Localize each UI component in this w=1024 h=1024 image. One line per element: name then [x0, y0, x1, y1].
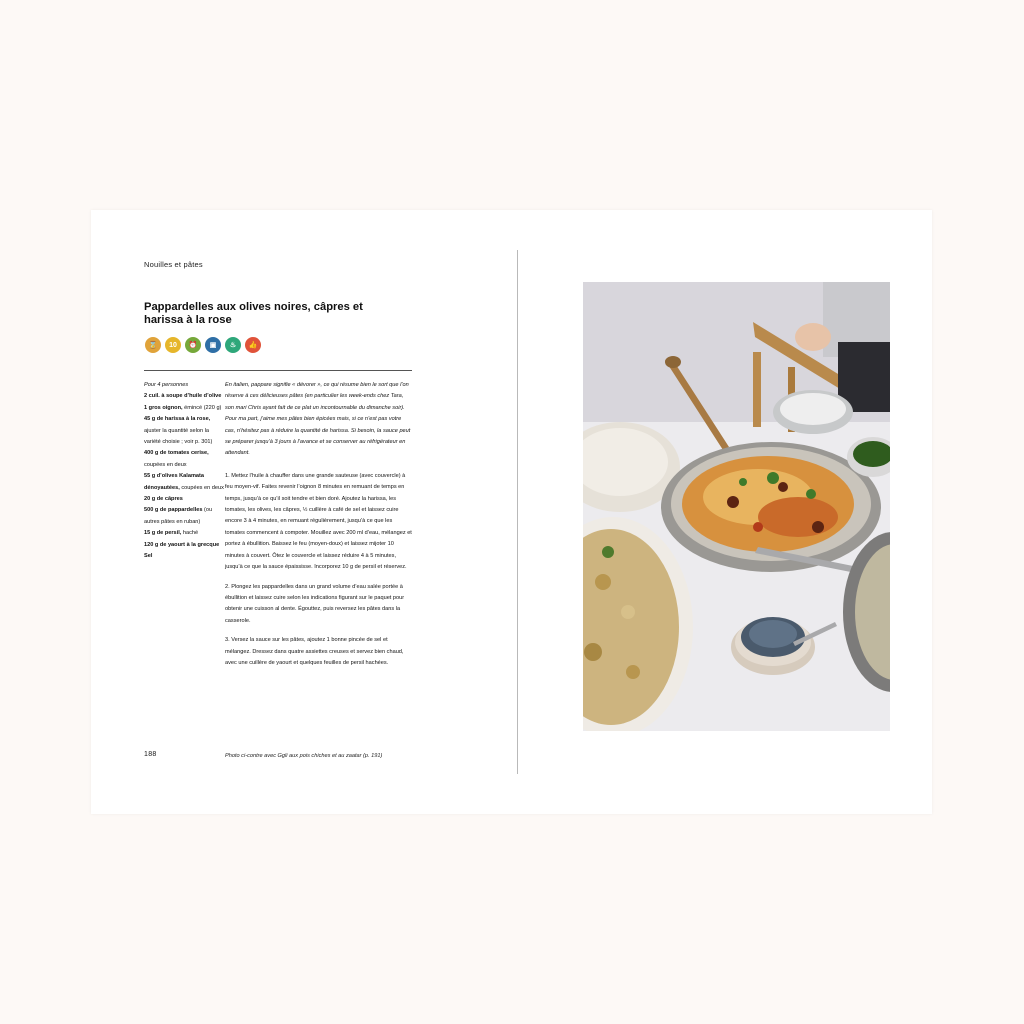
servings: Pour 4 personnes — [144, 382, 189, 388]
ingredient-item — [144, 494, 224, 505]
food-photo — [583, 282, 890, 731]
recipe-intro: En italien, pappare signifie « dévorer », ce qui résume bien le sort que l’on réserve à ces délicieuses pâtes (en particulier les week-ends chez Tara, son mari Chris ayant fait de ce plat un incontournable du dimanche soir). Pour ma part, j’aime mes pâtes bien épicées mais, si ce n’est pas votre cas, n’hésitez pas à réduire la quantité de harissa. Si besoin, la sauce peut se préparer jusqu’à 3 jours à l’avance et se conserver au réfrigérateur en attendant. — [225, 382, 411, 457]
ingredient-item — [144, 448, 224, 471]
ingredient-main: 45 g de harissa à la rose, — [144, 416, 211, 423]
ingredient-main: 120 g de yaourt à la grecque — [144, 541, 220, 548]
page-number: 188 — [144, 751, 157, 758]
ingredient-note: ajuster la quantité selon la variété choisie ; voir p. 301) — [144, 427, 213, 446]
ingredient-item — [144, 528, 224, 539]
ingredient-note: coupées en deux — [144, 461, 187, 468]
ingredients-list — [144, 380, 224, 563]
recipe-icons — [145, 337, 261, 353]
divider — [144, 370, 412, 371]
ingredient-note: émincé (220 g) — [184, 404, 222, 411]
ingredient-item — [144, 391, 224, 402]
ingredient-main: 20 g de câpres — [144, 496, 183, 503]
ingredient-item — [144, 471, 224, 494]
food-photo-illustration — [583, 282, 890, 731]
ingredient-item — [144, 403, 224, 414]
ingredient-note: coupées en deux — [181, 484, 224, 491]
ingredient-main: 55 g d’olives Kalamata dénoyautées, — [144, 473, 205, 491]
ingredient-main: 2 cuil. à soupe d’huile d’olive — [144, 393, 222, 400]
favorite-icon: 👍 — [245, 337, 261, 353]
ingredient-item — [144, 414, 224, 448]
make-ahead-icon: ♨ — [225, 337, 241, 353]
recipe-title: Pappardelles aux olives noires, câpres et harissa à la rose — [144, 301, 363, 326]
method-text — [225, 380, 412, 677]
ingredient-main: 400 g de tomates cerise, — [144, 450, 209, 457]
pantry-icon: ▣ — [205, 337, 221, 353]
photo-caption: Photo ci-contre avec Ggli aux pois chiches et au zaatar (p. 191) — [225, 753, 383, 759]
ingredient-note: (ou autres pâtes en ruban) — [144, 507, 213, 525]
section-header: Nouilles et pâtes — [144, 260, 203, 269]
ingredient-main: 15 g de persil, — [144, 530, 182, 537]
ingredient-item — [144, 505, 224, 528]
vegetarian-icon: ⌛ — [145, 337, 161, 353]
book-spread — [91, 210, 932, 814]
ingredient-item — [144, 551, 224, 562]
ingredient-item — [144, 540, 224, 551]
cook-time-icon: ⏰ — [185, 337, 201, 353]
step-2: 2. Plongez les pappardelles dans un grand volume d’eau salée portée à ébullition et laissez cuire selon les indications figurant sur le paquet pour obtenir une cuisson al dente. Égouttez, puis reversez les pâtes dans la casserole. — [225, 583, 405, 624]
step-3: 3. Versez la sauce sur les pâtes, ajoutez 1 bonne pincée de sel et mélangez. Dressez dans quatre assiettes creuses et servez bien chaud, avec une cuillère de yaourt et quelques feuilles de persil hachées. — [225, 637, 404, 666]
gutter-line — [517, 250, 518, 774]
step-1: 1. Mettez l’huile à chauffer dans une grande sauteuse (avec couvercle) à feu moyen-vif. Faites revenir l’oignon 8 minutes en remuant de temps en temps, jusqu’à ce qu’il soit tendre et bien doré. Ajoutez la harissa, les tomates, les olives, les câpres, ½ cuillère à café de sel et laissez cuire encore 3 à 4 minutes, en remuant régulièrement, jusqu’à ce que les tomates commencent à compoter. Mouillez avec 200 ml d’eau, mélangez et portez à ébullition. Baissez le feu (moyen-doux) et laissez mijoter 10 minutes à couvert. Ôtez le couvercle et laissez réduire 4 à 5 minutes, jusqu’à ce que la sauce épaississe. Incorporez 10 g de persil et réservez. — [225, 472, 412, 571]
ingredient-main: Sel — [144, 553, 153, 560]
ingredient-main: 500 g de pappardelles — [144, 507, 203, 514]
ingredient-note: haché — [182, 530, 199, 537]
ingredient-main: 1 gros oignon, — [144, 404, 183, 411]
prep-time-icon: 10 — [165, 337, 181, 353]
